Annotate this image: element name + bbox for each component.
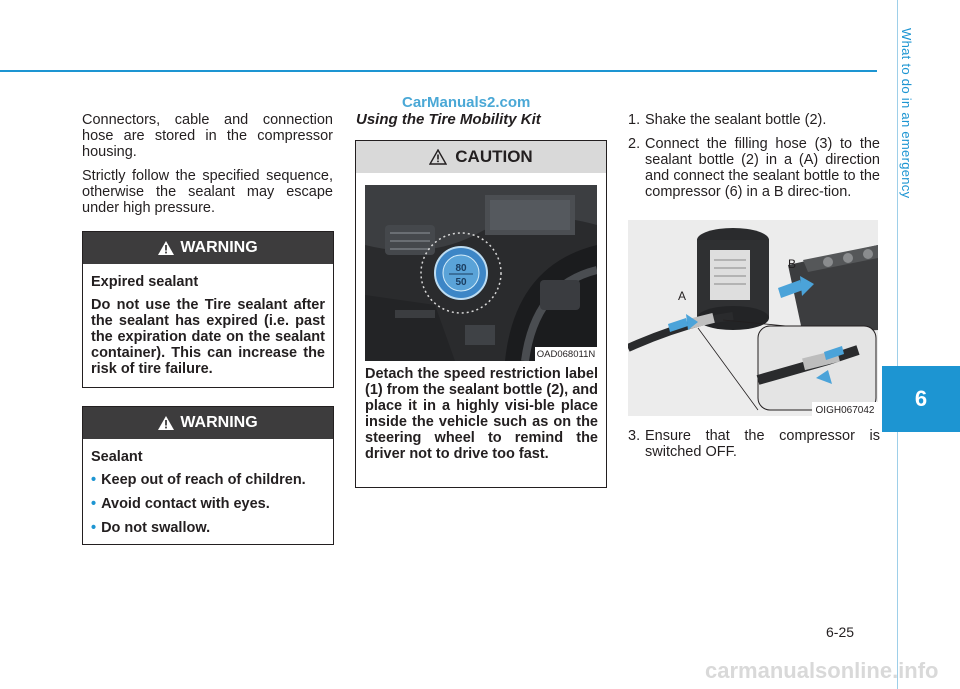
caution-text: Detach the speed restriction label (1) from the sealant bottle (2), and place it in a highly visi-ble place inside the vehicle such as on the steering wheel to remind the driver not to drive too fast. [365, 366, 598, 462]
label-a: A [678, 289, 687, 303]
bullet-icon: • [91, 472, 97, 488]
sidebar-rule [897, 0, 898, 689]
caution-box [355, 140, 607, 488]
warning-title: WARNING [180, 414, 258, 431]
column-three-continued [628, 428, 880, 468]
label-b: B [788, 257, 797, 271]
step-number: 1. [628, 112, 641, 128]
speed-label-bottom: 50 [455, 277, 467, 288]
steering-wheel-photo [365, 185, 597, 361]
photo-code: OIGH067042 [815, 405, 875, 416]
caution-icon [429, 149, 447, 165]
list-item: • Keep out of reach of children. [91, 472, 306, 488]
list-item: • Do not swallow. [91, 520, 211, 536]
compressor-photo [628, 220, 878, 416]
warning-header [83, 232, 333, 264]
bullet-icon: • [91, 496, 97, 512]
watermark-top: CarManuals2.com [402, 94, 531, 111]
step-item [628, 112, 880, 128]
caution-header [356, 141, 606, 173]
watermark-bottom: carmanualsonline.info [705, 658, 939, 683]
speed-label-top: 80 [455, 263, 467, 274]
section-heading: Using the Tire Mobility Kit [356, 111, 541, 128]
photo-code: OAD068011N [536, 349, 596, 360]
step-item [628, 428, 880, 460]
warning-text: Do not use the Tire sealant after the sealant has expired (i.e. past the expiration date on the sealant container). This can increase the risk of tire failure. [91, 297, 325, 377]
chapter-tab[interactable] [882, 366, 960, 432]
warning-header [83, 407, 333, 439]
step-text: Connect the filling hose (3) to the sealant bottle (2) in a (A) direction and connect the sealant bottle to the compressor (6) in a B direc-tion. [645, 136, 880, 200]
header-rule [0, 70, 877, 72]
sequence-paragraph: Strictly follow the specified sequence, otherwise the sealant may escape under high pressure. [82, 168, 333, 216]
warning-bullet-list [91, 472, 325, 536]
warning-icon [158, 241, 174, 255]
warning-subtitle: Sealant [91, 449, 143, 465]
page-number: 6-25 [826, 624, 855, 640]
column-one [82, 112, 333, 224]
step-text: Shake the sealant bottle (2). [645, 112, 827, 128]
caution-title: CAUTION [455, 147, 533, 166]
warning-box-expired [82, 231, 334, 388]
chapter-title: What to do in an emergency [899, 28, 914, 199]
step-number: 2. [628, 136, 641, 152]
list-item: • Avoid contact with eyes. [91, 496, 270, 512]
warning-icon [158, 416, 174, 430]
warning-title: WARNING [180, 239, 258, 256]
step-item [628, 136, 880, 200]
step-number: 3. [628, 428, 641, 444]
column-three [628, 112, 880, 208]
chapter-number: 6 [914, 386, 928, 411]
warning-subtitle: Expired sealant [91, 274, 199, 290]
warning-box-sealant [82, 406, 334, 545]
bullet-icon: • [91, 520, 97, 536]
intro-paragraph: Connectors, cable and connection hose are stored in the compressor housing. [82, 112, 333, 160]
step-text: Ensure that the compressor is switched OFF. [645, 428, 880, 460]
